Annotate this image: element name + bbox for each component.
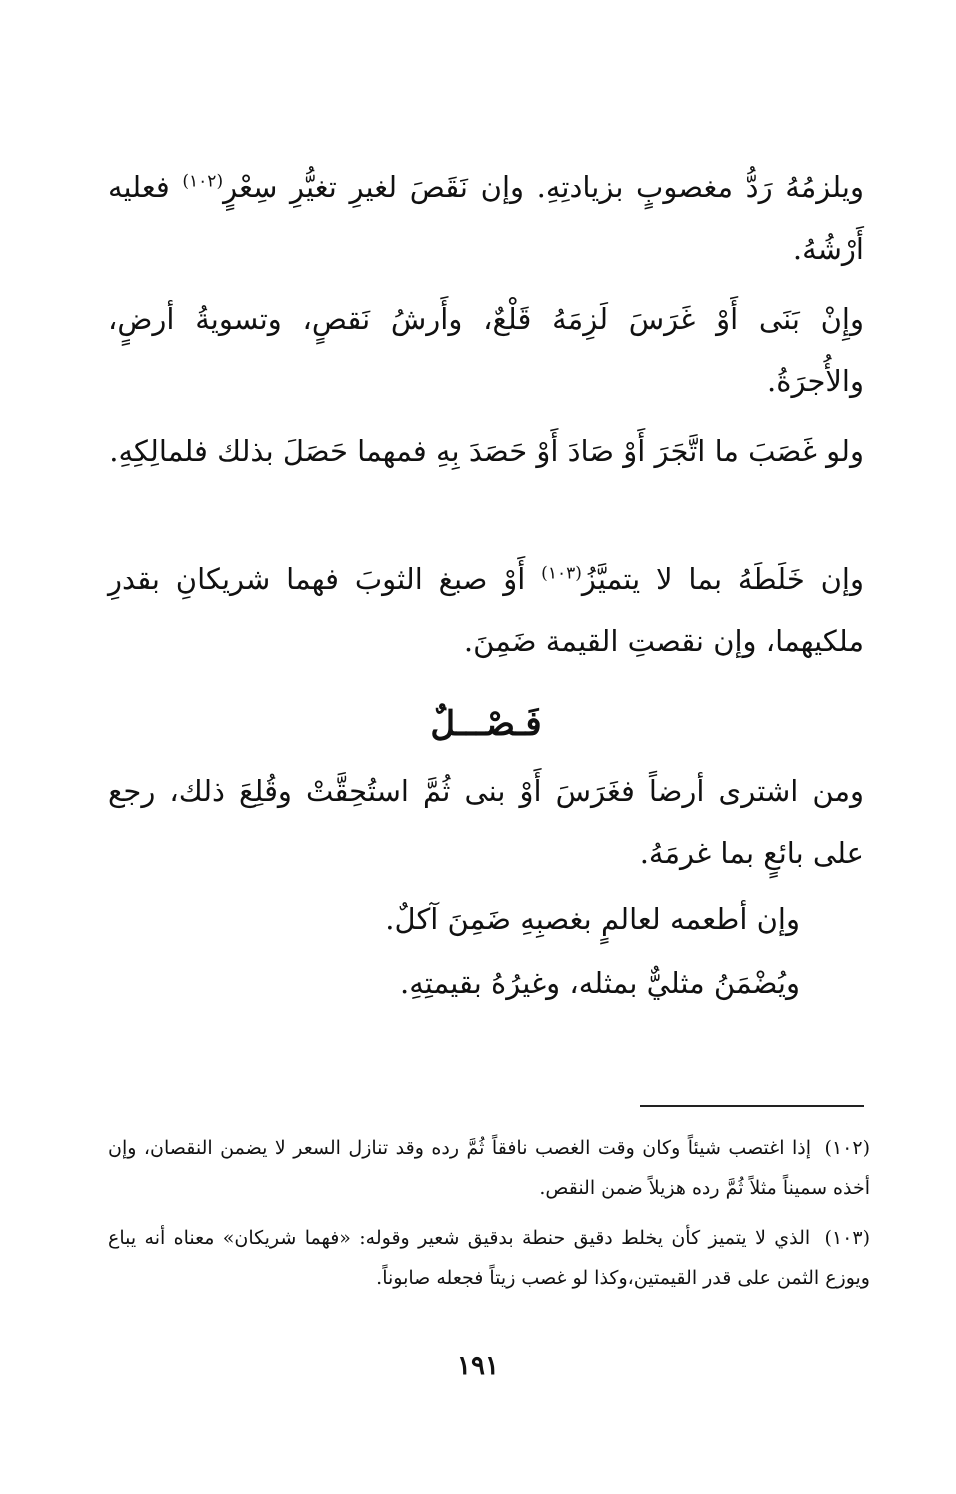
footnote-text: الذي لا يتميز كأن يخلط دقيق حنطة بدقيق شعير وقوله: «فهما شريكان» معناه أنه يباع ويوزع الثمن على قدر القيمتين،وكذا لو غصب زيتاً فجعله صابوناً. — [108, 1227, 870, 1289]
footnote-number: (١٠٣) — [824, 1227, 870, 1249]
footnote-number: (١٠٢) — [824, 1137, 871, 1159]
page-number: ١٩١ — [457, 1351, 499, 1381]
paragraph-1 — [108, 156, 864, 280]
paragraph-6: وإن أطعمه لعالمٍ بغصبِهِ ضَمِنَ آكلٌ. — [385, 902, 800, 936]
footnote-text: إذا اغتصب شيئاً وكان وقت الغصب نافقاً ثُمَّ رده وقد تنازل السعر لا يضمن النقصان، وإن أخذه سميناً مثلاً ثُمَّ رده هزيلاً ضمن النقص. — [108, 1137, 870, 1199]
footnote-ref-103[interactable]: (١٠٣) — [541, 563, 582, 584]
paragraph-7: ويُضْمَنُ مثليٌّ بمثله، وغيرُهُ بقيمتِهِ. — [400, 966, 800, 1000]
paragraph-3: ولو غَصَبَ ما اتَّجَرَ أَوْ صَادَ أَوْ حَصَدَ بِهِ فمهما حَصَلَ بذلك فلمالِكِهِ. — [109, 434, 864, 468]
footnote-103 — [108, 1218, 870, 1298]
footnote-separator — [640, 1105, 864, 1107]
paragraph-2: وإِنْ بَنَى أَوْ غَرَسَ لَزِمَهُ قَلْعٌ، وأَرشُ نَقصٍ، وتسويةُ أرضٍ، والأُجرَةُ. — [108, 302, 864, 398]
paragraph-1-text-start: ويلزمُهُ رَدُّ مغصوبٍ بزيادتِهِ. وإن نَقَصَ لغيرِ تغيُّرِ سِعْرٍ — [223, 170, 864, 204]
paragraph-4 — [108, 548, 864, 672]
paragraph-4-text-start: وإن خَلَطَهُ بما لا يتميَّزُ — [581, 562, 864, 596]
paragraph-5: ومن اشترى أرضاً فغَرَسَ أَوْ بنى ثُمَّ استُحِقَّتْ وقُلِعَ ذلك، رجع على بائعٍ بما غرمَهُ. — [108, 774, 864, 870]
footnote-102 — [108, 1128, 870, 1208]
paragraph-1-text-end: فعليه أَرْشُهُ. — [108, 170, 864, 266]
paragraph-4-text-end: أَوْ صبغ الثوبَ فهما شريكانِ بقدرِ ملكيهما، وإن نقصتِ القيمة ضَمِنَ. — [108, 562, 864, 658]
footnote-ref-102[interactable]: (١٠٢) — [182, 171, 224, 192]
section-heading: فَـصْـــلٌ — [430, 704, 542, 744]
